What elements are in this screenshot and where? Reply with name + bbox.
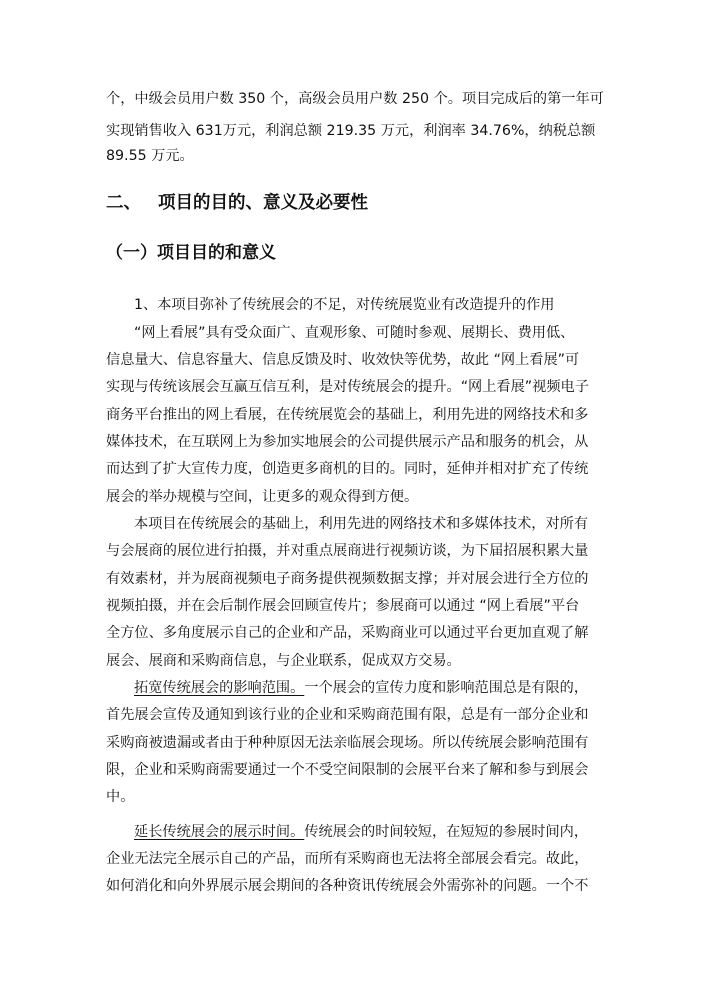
paragraph-2-line-4: 视频拍摄，并在会后制作展会回顾宣传片；参展商可以通过 “网上看展”平台: [106, 598, 580, 614]
paragraph-2-line-3: 有效素材，并为展商视频电子商务提供视频数据支撑；并对展会进行全方位的: [106, 571, 589, 587]
paragraph-3-line-5: 中。: [106, 789, 135, 805]
paragraph-4-line-2: 企业无法完全展示自己的产品，而所有采购商也无法将全部展会看完。故此，: [106, 851, 589, 867]
paragraph-3-first-rest: 一个展会的宣传力度和影响范围总是有限的，: [304, 680, 589, 696]
paragraph-2-line-1: 本项目在传统展会的基础上，利用先进的网络技术和多媒体技术，对所有: [134, 516, 589, 532]
intro-line-1: 个，中级会员用户数 350 个，高级会员用户数 250 个。项目完成后的第一年可: [106, 91, 604, 107]
item-1-heading: 1、本项目弥补了传统展会的不足，对传统展览业有改造提升的作用: [134, 297, 555, 313]
paragraph-3-lead: 拓宽传统展会的影响范围。: [134, 680, 305, 696]
section-number: 二、: [106, 193, 141, 213]
intro-line-3: 89.55 万元。: [106, 148, 194, 164]
paragraph-3-line-1: [134, 678, 588, 698]
item-1-line-5: 媒体技术，在互联网上为参加实地展会的公司提供展示产品和服务的机会，从: [106, 434, 589, 450]
paragraph-4-first-rest: 传统展会的时间较短，在短短的参展时间内，: [304, 824, 589, 840]
paragraph-3-line-2: 首先展会宣传及通知到该行业的企业和采购商范围有限，总是有一部分企业和: [106, 707, 589, 723]
item-1-line-6: 而达到了扩大宣传力度，创造更多商机的目的。同时，延伸并相对扩充了传统: [106, 461, 589, 477]
item-1-line-4: 商务平台推出的网上看展，在传统展览会的基础上，利用先进的网络技术和多: [106, 407, 589, 423]
paragraph-2-line-5: 全方位、多角度展示自己的企业和产品，采购商业可以通过平台更加直观了解: [106, 625, 589, 641]
item-1-line-2: 信息量大、信息容量大、信息反馈及时、收效快等优势，故此 “网上看展”可: [106, 352, 580, 368]
paragraph-3-line-3: 采购商被遗漏或者由于种种原因无法亲临展会现场。所以传统展会影响范围有: [106, 735, 589, 751]
paragraph-2-line-2: 与会展商的展位进行拍摄，并对重点展商进行视频访谈，为下届招展积累大量: [106, 543, 589, 559]
item-1-line-3: 实现与传统该展会互赢互信互利，是对传统展会的提升。“网上看展”视频电子: [106, 379, 589, 395]
item-1-line-7: 展会的举办规模与空间，让更多的观众得到方便。: [106, 489, 419, 505]
item-1-line-1: “网上看展”具有受众面广、直观形象、可随时参观、展期长、费用低、: [134, 325, 575, 341]
paragraph-4-lead: 延长传统展会的展示时间。: [134, 824, 305, 840]
paragraph-2-line-6: 展会、展商和采购商信息，与企业联系，促成双方交易。: [106, 653, 461, 669]
intro-line-2: 实现销售收入 631万元，利润总额 219.35 万元，利润率 34.76%，纳税总额: [106, 123, 596, 139]
paragraph-3-line-4: 限，企业和采购商需要通过一个不受空间限制的会展平台来了解和参与到展会: [106, 762, 589, 778]
section-heading: [106, 191, 368, 215]
paragraph-4-line-1: [134, 822, 588, 842]
paragraph-4-line-3: 如何消化和向外界展示展会期间的各种资讯传统展会外需弥补的问题。一个不: [106, 878, 589, 894]
section-title: 项目的目的、意义及必要性: [158, 193, 368, 213]
subsection-heading: （一）项目目的和意义: [106, 243, 276, 263]
